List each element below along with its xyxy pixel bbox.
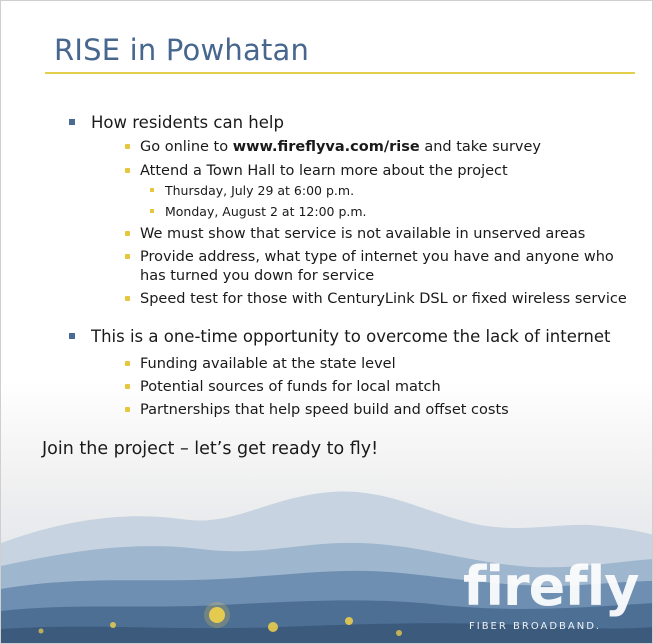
slide-title: RISE in Powhatan (54, 33, 310, 67)
go-online-suffix: and take survey (419, 139, 542, 155)
firefly-dot (396, 630, 402, 636)
provide-address-line-1: Provide address, what type of internet you have and anyone who (140, 249, 614, 265)
firefly-dot (110, 622, 116, 628)
closing-statement: Join the project – let’s get ready to fly! (42, 439, 379, 459)
firefly-logo-word: firefly (463, 555, 639, 618)
sub-bullet-date-2: Monday, August 2 at 12:00 p.m. (165, 204, 367, 219)
bullet-local-match: Potential sources of funds for local match (140, 379, 441, 395)
firefly-logo-tagline: FIBER BROADBAND. (469, 621, 602, 632)
bullet-one-time-opportunity: This is a one-time opportunity to overcome the lack of internet (91, 327, 611, 346)
firefly-dot (39, 629, 44, 634)
firefly-rise-link[interactable]: www.fireflyva.com/rise (232, 139, 420, 155)
firefly-dot (345, 617, 353, 625)
bullet-partnerships: Partnerships that help speed build and offset costs (140, 402, 509, 418)
sub-bullet-date-1: Thursday, July 29 at 6:00 p.m. (165, 183, 355, 198)
bullet-show-service: We must show that service is not available in unserved areas (140, 226, 586, 242)
bullet-speed-test: Speed test for those with CenturyLink DSL or fixed wireless service (140, 291, 627, 307)
bullet-provide-address (140, 248, 614, 286)
firefly-dot (268, 622, 278, 632)
firefly-logo (463, 557, 643, 637)
go-online-prefix: Go online to (140, 139, 233, 155)
bullet-funding-state: Funding available at the state level (140, 356, 396, 372)
provide-address-line-2: has turned you down for service (140, 268, 375, 284)
bullet-go-online (140, 138, 541, 157)
title-underline (45, 72, 635, 74)
firefly-dot (204, 602, 230, 628)
bullet-town-hall: Attend a Town Hall to learn more about the project (140, 163, 508, 179)
bullet-how-residents-help: How residents can help (91, 113, 284, 132)
